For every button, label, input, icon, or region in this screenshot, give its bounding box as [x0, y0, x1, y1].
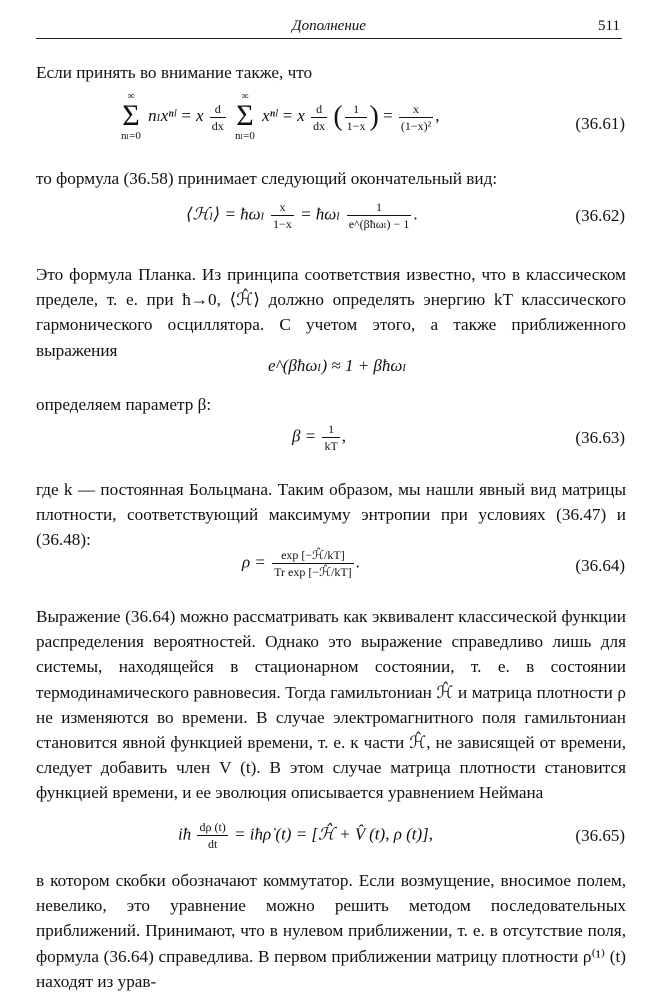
equation-number: (36.61): [575, 114, 625, 133]
paragraph-planck: Это формула Планка. Из принципа соответствия известно, что в классическом пределе, т. е. при ħ→0, ⟨ℋ̂⟩ должно определять энергию kT классического гармонического осциллятора. С учетом этого, а также приближенного выражения: [36, 265, 626, 360]
equation-36-62: ⟨ℋₗ⟩ = ħωₗ $\frac{x}{1-x}$ = ħωₗ $\frac{1}{\text{e\textasciicircum{}(βħωₗ) − 1}}$ .: [186, 200, 418, 231]
fraction: $\frac{1}{kT}$: [324, 422, 338, 453]
text-line: то формула (36.58) принимает следующий окончательный вид:: [36, 169, 498, 188]
fraction: $\frac{1}{1-x}$: [346, 101, 366, 133]
running-title: Дополнение: [292, 18, 366, 34]
paragraph-last: в котором скобки обозначают коммутатор. Если возмущение, вносимое полем, невелико, это уравнение можно решить методом последовательных приближений. Принимают, что в нулевом приближении, т. е. в отсутствие поля, формула (36.64) справедлива. В первом приближении матрицу плотности ρ⁽¹⁾ (t) находят из урав-: [36, 871, 626, 991]
fraction: $\frac{d\rho (t)}{dt}$: [199, 820, 226, 851]
paragraph-main: Выражение (36.64) можно рассматривать как эквивалент классической функции распределения вероятностей. Однако это выражение справедливо лишь для системы, находящейся в стационарном состоянии, т. е. в состоянии термодинамического равновесия. Тогда гамильтониан ℋ̂ и матрица плотности ρ не изменяются во времени. В случае электромагнитного поля гамильтониан становится явной функцией времени, т. е. к части ℋ̂, не зависящей от времени, следует добавить член V (t). В этом случае матрица плотности становится функцией времени, и ее эволюция описывается уравнением Неймана: [36, 607, 626, 803]
fraction: $\frac{x}{1-x}$: [273, 200, 292, 231]
equation-number: (36.64): [575, 556, 625, 575]
text-line: определяем параметр β:: [36, 395, 212, 414]
intro-line: Если принять во внимание также, что: [36, 63, 313, 82]
equation-number: (36.65): [575, 826, 625, 845]
eq-term: nₗxⁿˡ = x: [148, 105, 204, 125]
page-header: [36, 14, 622, 39]
sum-symbol: ∞ Σ nₗ=0: [121, 91, 141, 142]
equation-number: (36.63): [575, 428, 625, 447]
equation-36-63: β = $\frac{1}{kT}$ ,: [292, 422, 347, 453]
page-number: 511: [598, 18, 620, 34]
sum-symbol: ∞ Σ nₗ=0: [234, 91, 255, 142]
fraction: $\frac{1}{\text{e\textasciicircum{}(βħωₗ) − 1}}$: [348, 200, 410, 231]
fraction: $\frac{\text{exp [−ℋ̂/kT]}}{\text{Tr exp [−ℋ̂/kT]}}$: [274, 548, 352, 579]
equation-36-64: ρ = $\frac{\text{exp [−ℋ̂/kT]}}{\text{Tr exp [−ℋ̂/kT]}}$ .: [242, 548, 360, 579]
derivative-fraction: $\frac{d}{dx}$: [313, 101, 326, 133]
fraction: $\frac{x}{\text{(1−x)²}}$: [400, 101, 432, 133]
eq-term: xⁿˡ = x: [262, 105, 305, 125]
derivative-fraction: $\frac{d}{dx}$: [211, 101, 224, 133]
paragraph-boltzmann: где k — постоянная Больцмана. Таким образом, мы нашли явный вид матрицы плотности, соответствующий максимуму энтропии при условиях (36.47) и (36.48):: [36, 480, 626, 550]
equation-36-65: iħ $\frac{d\rho (t)}{dt}$ = iħρ̇ (t) = [ℋ̂ + V̂ (t), ρ (t)],: [178, 820, 434, 851]
equation-approx: e^(βħωₗ) ≈ 1 + βħωₗ: [268, 356, 407, 375]
equation-36-61: ∞ Σ nₗ=0 nₗxⁿˡ = x $\frac{d}{dx}$ ∞ Σ nₗ=0 xⁿˡ = x $\frac{d}{dx}$ ( $\frac{1}{1-x}$ ) = $\frac{x}{\text{(1−x)²}}$ ,: [121, 91, 440, 142]
equation-number: (36.62): [575, 206, 625, 225]
